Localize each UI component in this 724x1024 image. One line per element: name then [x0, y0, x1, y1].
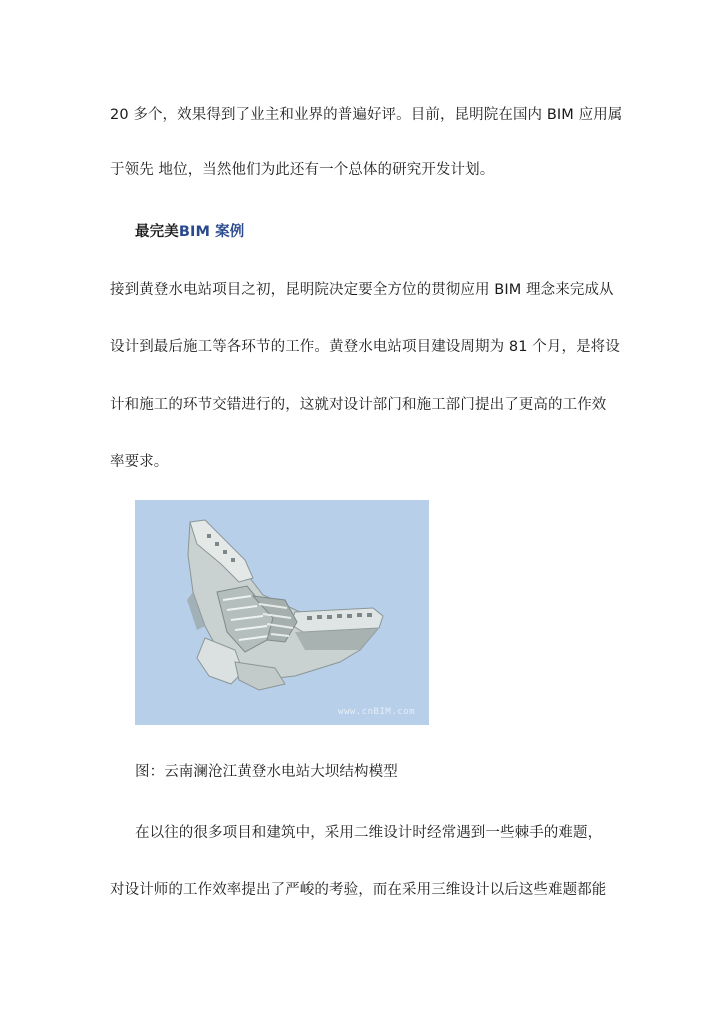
dam-model-render: [135, 500, 429, 725]
paragraph-line: 在以往的很多项目和建筑中，采用二维设计时经常遇到一些棘手的难题，: [135, 825, 603, 841]
section-heading-prefix: 最完美: [135, 224, 179, 240]
section-heading: [135, 222, 244, 242]
paragraph-line: 率要求。: [110, 454, 169, 470]
paragraph-line: 20 多个，效果得到了业主和业界的普遍好评。目前，昆明院在国内 BIM 应用属: [110, 107, 623, 123]
paragraph-line: 对设计师的工作效率提出了严峻的考验，而在采用三维设计以后这些难题都能: [110, 882, 607, 898]
figure-caption: 图：云南澜沧江黄登水电站大坝结构模型: [135, 764, 398, 780]
paragraph-line: 计和施工的环节交错进行的，这就对设计部门和施工部门提出了更高的工作效: [110, 397, 607, 413]
paragraph-line: 于领先 地位，当然他们为此还有一个总体的研究开发计划。: [110, 162, 495, 178]
paragraph-line: 接到黄登水电站项目之初，昆明院决定要全方位的贯彻应用 BIM 理念来完成从: [110, 282, 614, 298]
paragraph-line: 设计到最后施工等各环节的工作。黄登水电站项目建设周期为 81 个月，是将设: [110, 339, 620, 355]
image-watermark: www.cnBIM.com: [338, 707, 415, 717]
dam-model-image: [135, 500, 429, 725]
section-heading-accent: BIM 案例: [178, 224, 245, 240]
